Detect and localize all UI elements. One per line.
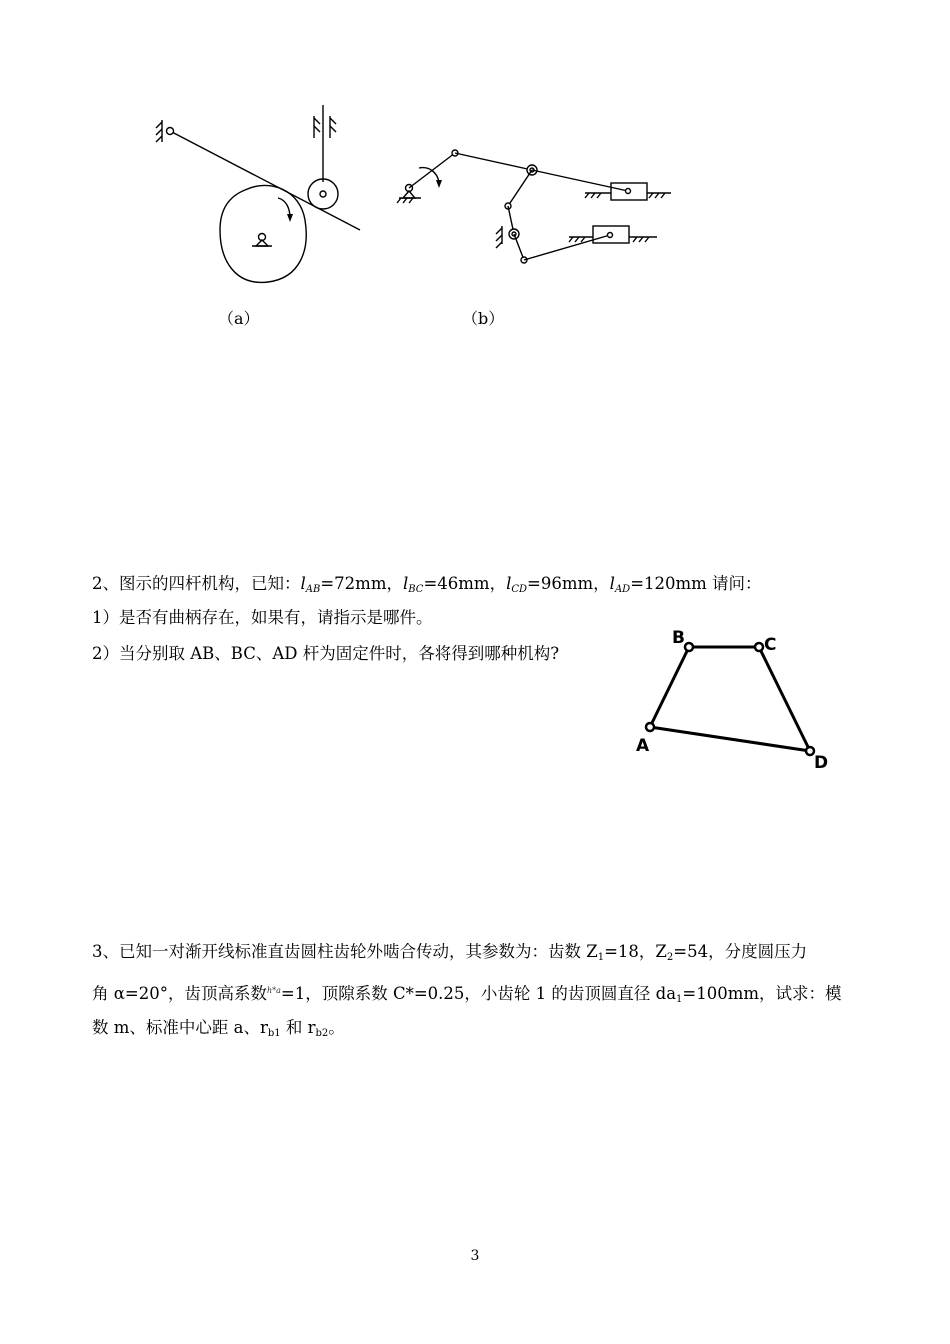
page-number: 3	[470, 1248, 480, 1264]
label-d: D	[814, 753, 829, 773]
caption-a: （a）	[218, 309, 260, 328]
crank-link	[409, 153, 455, 188]
q2-part-1: 1）是否有曲柄存在，如果有，请指示是哪件。	[92, 608, 433, 627]
q2-statement: 2、图示的四杆机构，已知：$l_{AB}=72mm$，$l_{BC}=46mm$，$l_{CD}=96mm$，$l_{AD}=120mm$ 请问：	[92, 574, 762, 595]
link-ad	[650, 727, 810, 751]
joint-c	[755, 643, 763, 651]
figure-a-cam-mechanism	[150, 100, 380, 290]
coupler-link	[455, 153, 532, 170]
joint-a	[646, 723, 654, 731]
q3-line-1: 3、已知一对渐开线标准直齿圆柱齿轮外啮合传动，其参数为：齿数 $Z_1=18$，$Z_2=54$，分度圆压力	[92, 942, 808, 963]
q2-part-2: 2）当分别取 AB、BC、AD 杆为固定件时，各将得到哪种机构?	[92, 644, 560, 663]
ground-hatch-a-pivot	[156, 120, 162, 142]
label-a: A	[636, 736, 650, 756]
caption-b: （b）	[462, 309, 505, 328]
lever-link	[170, 131, 360, 230]
label-c: C	[764, 635, 777, 655]
joint-d	[806, 747, 814, 755]
link-ab	[650, 647, 689, 727]
lever-pivot	[167, 128, 174, 135]
joint-b	[685, 643, 693, 651]
upper-ground-hatch	[585, 193, 665, 198]
q3-line-3: 数 m、标准中心距 a、$r_{b1}$ 和 $r_{b2}$。	[92, 1018, 345, 1039]
addendum-coefficient-symbol: h*a	[266, 986, 281, 995]
figure-b-linkage-mechanism	[395, 140, 685, 280]
link-cd	[759, 647, 810, 751]
q3-line-2: 角 α=20°，齿顶高系数$^{h*a}$=1，顶隙系数 C*=0.25，小齿轮 1 的齿顶圆直径 $da_1=100mm$，试求：模	[92, 984, 842, 1005]
follower-guide	[314, 116, 336, 138]
four-bar-linkage-figure	[630, 620, 840, 780]
label-b: B	[672, 628, 685, 648]
